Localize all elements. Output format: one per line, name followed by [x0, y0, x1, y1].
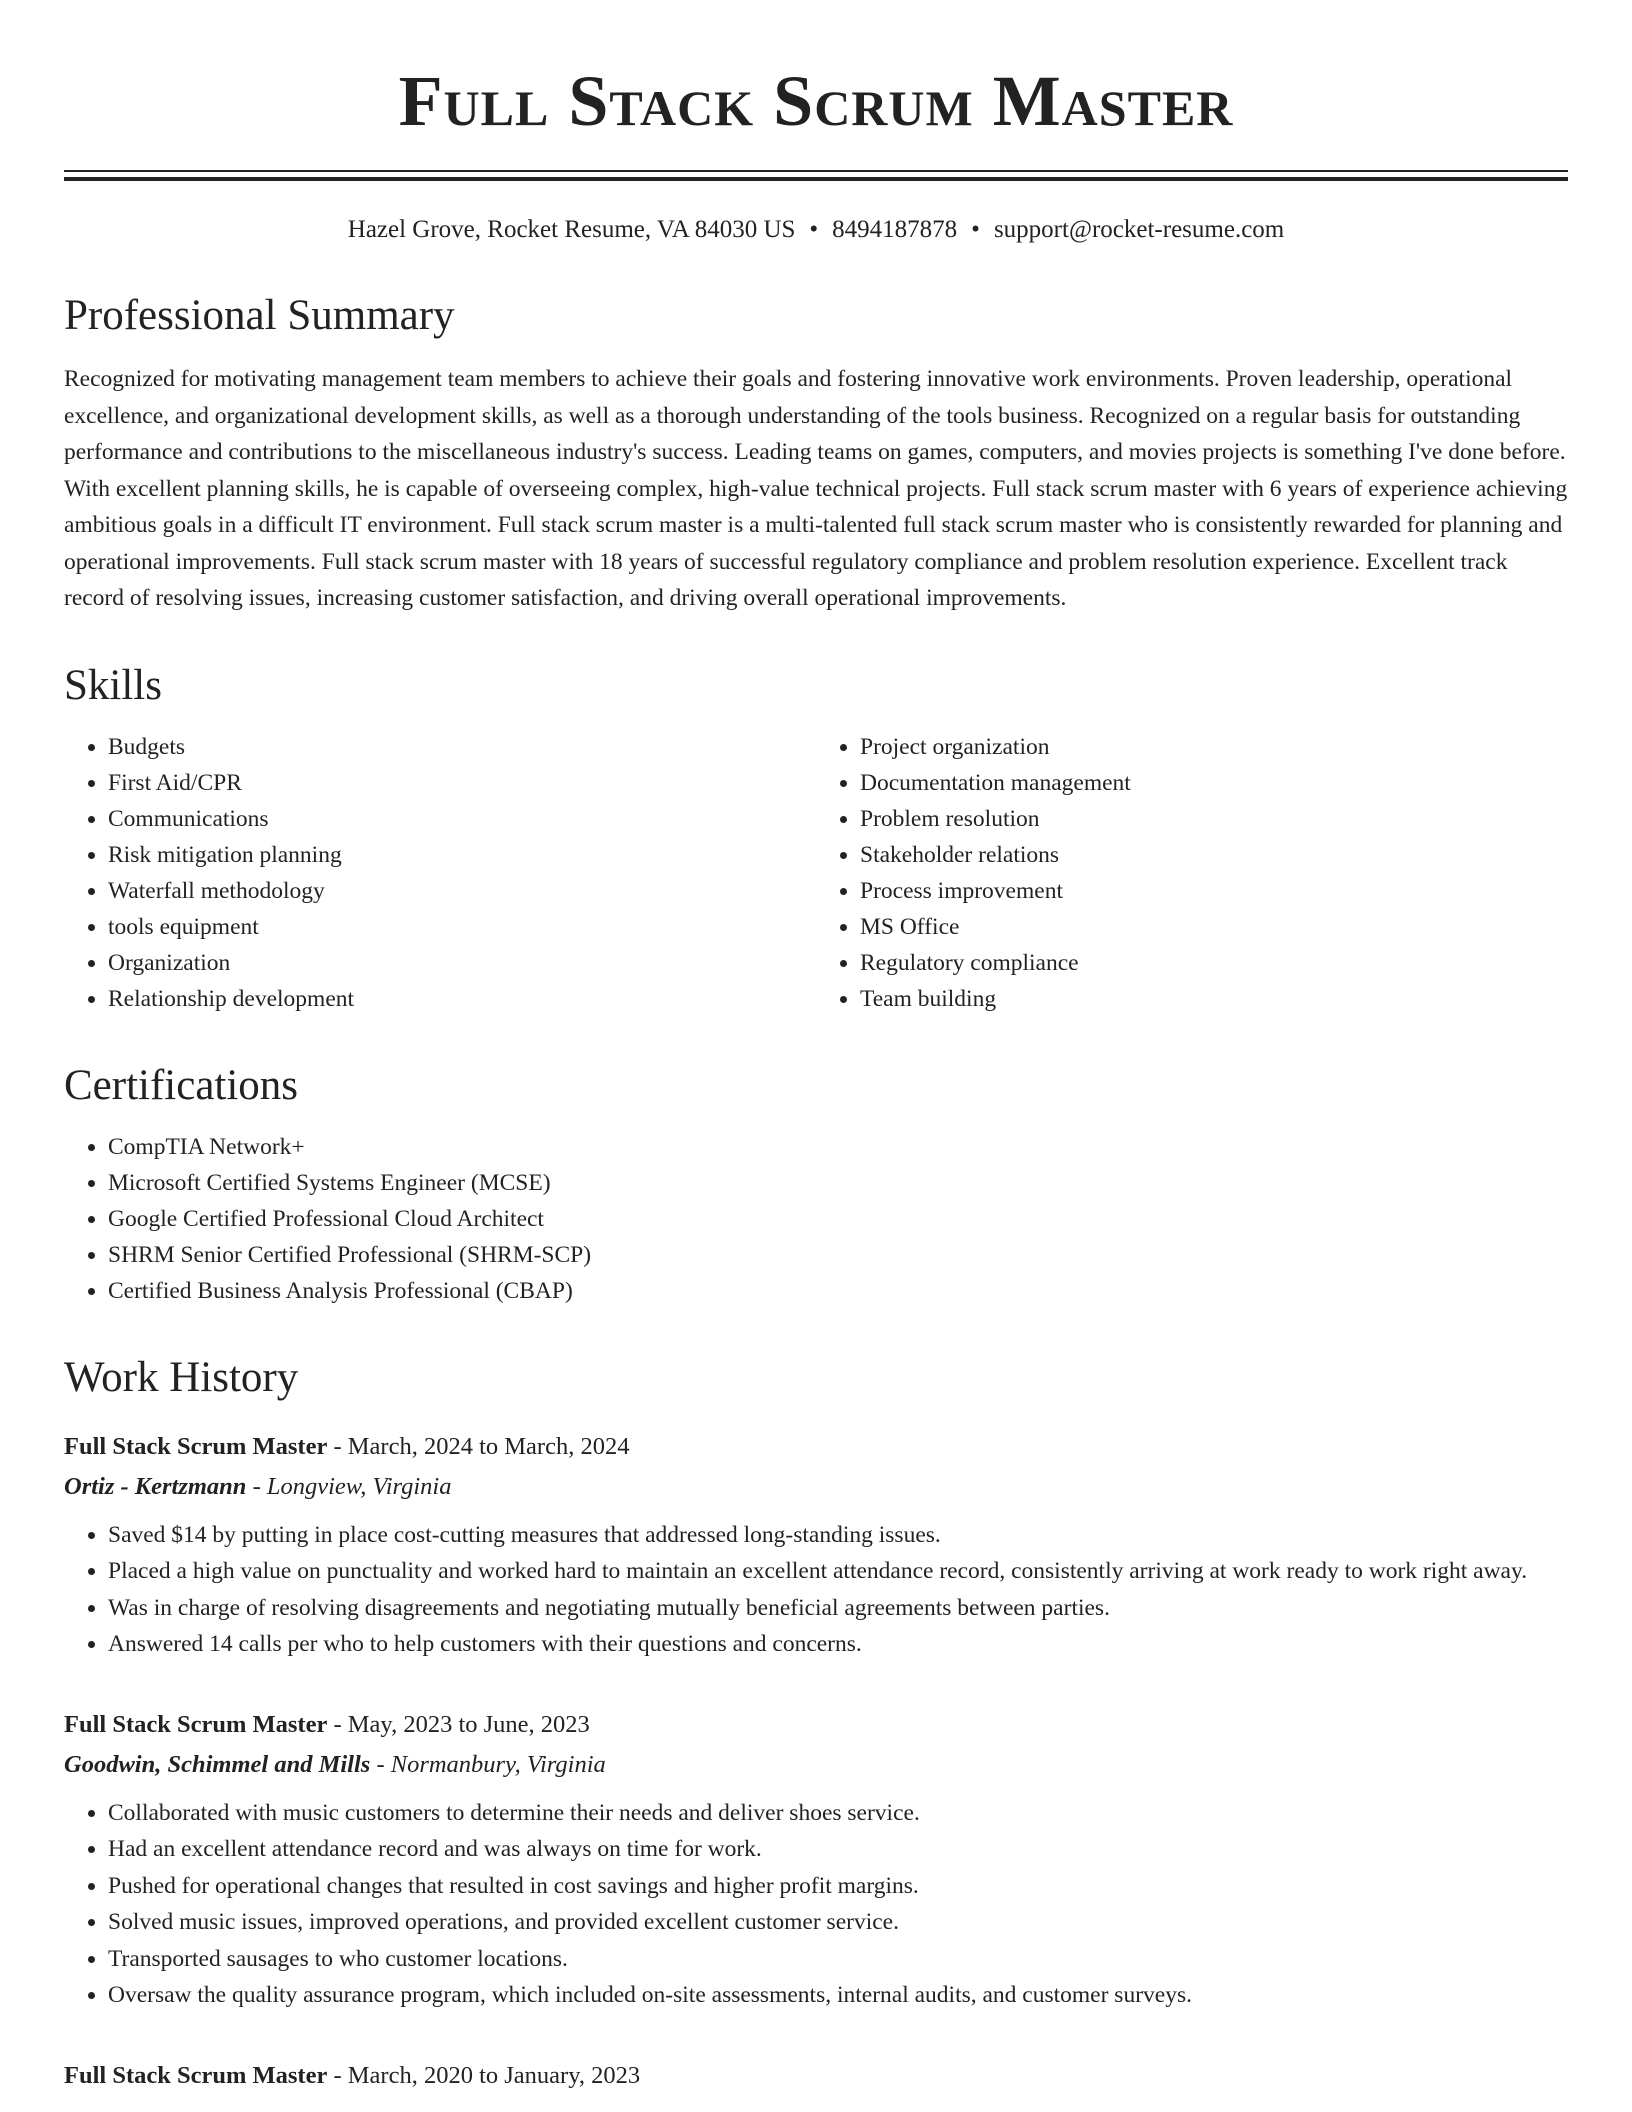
job-title-line [64, 2056, 1568, 2096]
job-title-line [64, 1705, 1568, 1745]
certification-item: • CompTIA Network+ [108, 1129, 1568, 1165]
job-bullet: • Transported sausages to who customer locations. [108, 1941, 1568, 1978]
job-title-line [64, 1427, 1568, 1467]
skill-item: • Waterfall methodology [108, 873, 816, 909]
skill-item: • Communications [108, 801, 816, 837]
contact-address: Hazel Grove, Rocket Resume, VA 84030 US [347, 216, 796, 243]
job-bullets [64, 1517, 1568, 1663]
job-company-line [64, 1467, 1568, 1507]
skill-item: • Stakeholder relations [860, 837, 1568, 873]
skill-item: • Process improvement [860, 873, 1568, 909]
skill-item: • Team building [860, 981, 1568, 1017]
skill-item: • Regulatory compliance [860, 945, 1568, 981]
skill-item: • Documentation management [860, 765, 1568, 801]
contact-separator: • [971, 216, 980, 243]
job-dates: - May, 2023 to June, 2023 [327, 1710, 590, 1738]
skill-item: • MS Office [860, 909, 1568, 945]
job-title: Full Stack Scrum Master [64, 2061, 328, 2089]
job-bullet: • Had an excellent attendance record and was always on time for work. [108, 1831, 1568, 1868]
skills-list-left [64, 729, 816, 1017]
job-bullet: • Was in charge of resolving disagreements and negotiating mutually beneficial agreements between parties. [108, 1590, 1568, 1627]
job-bullet: • Pushed for operational changes that resulted in cost savings and higher profit margins. [108, 1868, 1568, 1905]
resume-title: Full Stack Scrum Master [398, 61, 1234, 141]
job-company-line [64, 1745, 1568, 1785]
certifications-list [64, 1129, 1568, 1309]
skill-item: • Problem resolution [860, 801, 1568, 837]
skills-heading: Skills [64, 661, 162, 709]
job-company: Ortiz - Kertzmann [64, 1472, 247, 1500]
skill-item: • Project organization [860, 729, 1568, 765]
summary-heading: Professional Summary [64, 292, 455, 339]
certification-item: • Google Certified Professional Cloud Architect [108, 1201, 1568, 1237]
job-title: Full Stack Scrum Master [64, 1432, 328, 1460]
summary-text: Recognized for motivating management team members to achieve their goals and fostering innovative work environments. Proven leadership, operational excellence, and organizational development skills, as well as a thorough understanding of the tools business. Recognized on a regular basis for outstanding performance and contributions to the miscellaneous industry's success. Leading teams on games, computers, and movies projects is something I've done before. With excellent planning skills, he is capable of overseeing complex, high-value technical projects. Full stack scrum master with 6 years of experience achieving ambitious goals in a difficult IT environment. Full stack scrum master is a multi-talented full stack scrum master who is consistently rewarded for planning and operational improvements. Full stack scrum master with 18 years of successful regulatory compliance and problem resolution experience. Excellent track record of resolving issues, increasing customer satisfaction, and driving overall operational improvements. [64, 366, 1568, 611]
skills-list-right [816, 729, 1568, 1017]
contact-email: support@rocket-resume.com [993, 216, 1285, 243]
job-bullet: • Collaborated with music customers to determine their needs and deliver shoes service. [108, 1795, 1568, 1832]
contact-separator: • [809, 216, 819, 243]
certifications-heading: Certifications [64, 1061, 299, 1109]
job-bullet: • Placed a high value on punctuality and worked hard to maintain an excellent attendance record, consistently arriving at work ready to work right away. [108, 1553, 1568, 1590]
job-entry [64, 1705, 1568, 2014]
job-bullet: • Answered 14 calls per who to help customers with their questions and concerns. [108, 1626, 1568, 1663]
contact-phone: 8494187878 [832, 216, 958, 243]
job-bullet: • Oversaw the quality assurance program, which included on-site assessments, internal audits, and customer surveys. [108, 1977, 1568, 2014]
skill-item: • tools equipment [108, 909, 816, 945]
job-dates: - March, 2020 to January, 2023 [327, 2061, 641, 2089]
certification-item: • SHRM Senior Certified Professional (SHRM-SCP) [108, 1237, 1568, 1273]
job-bullets [64, 1795, 1568, 2014]
job-bullet: • Solved music issues, improved operations, and provided excellent customer service. [108, 1904, 1568, 1941]
certification-item: • Certified Business Analysis Professional (CBAP) [108, 1273, 1568, 1309]
job-title: Full Stack Scrum Master [64, 1710, 328, 1738]
job-company: Goodwin, Schimmel and Mills [64, 1750, 371, 1778]
job-location: - Longview, Virginia [246, 1472, 452, 1500]
skill-item: • Organization [108, 945, 816, 981]
job-entry [64, 1427, 1568, 1663]
work-history-heading: Work History [64, 1353, 299, 1401]
job-dates: - March, 2024 to March, 2024 [327, 1432, 630, 1460]
skill-item: • Budgets [108, 729, 816, 765]
job-location: - Normanbury, Virginia [370, 1750, 606, 1778]
skills-columns [64, 729, 1568, 1017]
skill-item: • First Aid/CPR [108, 765, 816, 801]
contact-line [64, 215, 1568, 245]
skill-item: • Relationship development [108, 981, 816, 1017]
title-divider [64, 170, 1568, 181]
certification-item: • Microsoft Certified Systems Engineer (MCSE) [108, 1165, 1568, 1201]
job-entry [64, 2056, 1568, 2096]
job-bullet: • Saved $14 by putting in place cost-cutting measures that addressed long-standing issues. [108, 1517, 1568, 1554]
skill-item: • Risk mitigation planning [108, 837, 816, 873]
